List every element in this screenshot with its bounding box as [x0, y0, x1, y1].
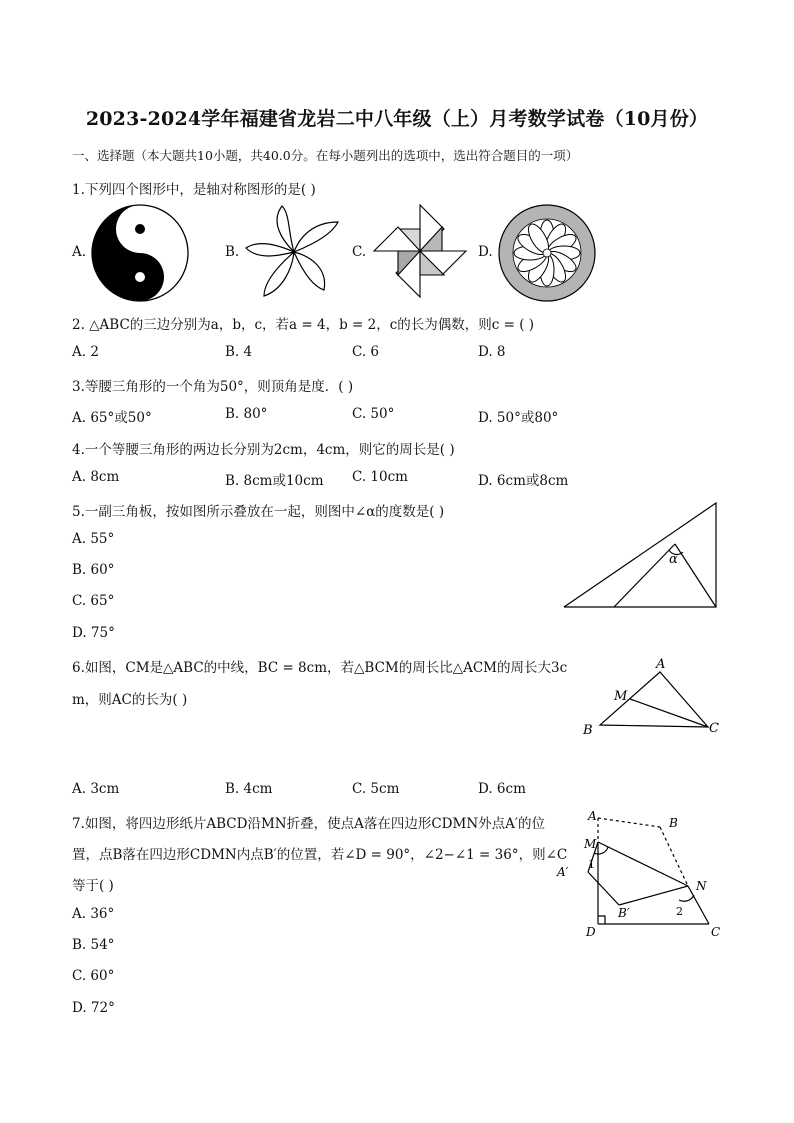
question-3-stem: 3.等腰三角形的一个角为50°，则顶角是度．( ): [72, 379, 354, 395]
q7-option-c: C. 60°: [72, 968, 115, 984]
vertex-c-label: C: [709, 721, 719, 736]
point-n-label: N: [696, 879, 707, 893]
vertex-a-label: A: [656, 657, 666, 672]
q3-option-b: B. 80°: [225, 406, 268, 422]
q5-option-b: B. 60°: [72, 562, 115, 578]
q1-option-c-label: C.: [352, 244, 367, 260]
exam-title: 2023-2024学年福建省龙岩二中八年级（上）月考数学试卷（10月份）: [85, 108, 709, 130]
question-2-stem: 2. △ABC的三边分别为a，b，c，若a = 4，b = 2，c的长为偶数，则c = ( ): [72, 317, 535, 333]
pinwheel-figure: [370, 203, 470, 301]
point-m-label: M: [584, 837, 597, 851]
question-7-stem-line-1: 7.如图，将四边形纸片ABCD沿MN折叠，使点A落在四边形CDMN外点A′的位: [72, 816, 545, 832]
q1-option-b-label: B.: [225, 244, 240, 260]
question-6-stem-line-1: 6.如图，CM是△ABC的中线，BC = 8cm，若△BCM的周长比△ACM的周长大3c: [72, 660, 568, 676]
triangle-set-figure: [560, 500, 724, 612]
alpha-label: α: [669, 552, 678, 567]
q1-option-d-label: D.: [478, 244, 493, 260]
point-d-label: D: [586, 925, 596, 939]
q4-option-a: A. 8cm: [72, 469, 120, 485]
q2-option-b: B. 4: [225, 344, 253, 360]
question-5-stem: 5.一副三角板，按如图所示叠放在一起，则图中∠α的度数是( ): [72, 504, 445, 520]
q3-option-d: D. 50°或80°: [478, 410, 559, 426]
q6-option-b: B. 4cm: [225, 781, 273, 797]
section-heading: 一、选择题（本大题共10小题，共40.0分。在每小题列出的选项中，选出符合题目的一项）: [72, 148, 579, 163]
q3-option-c: C. 50°: [352, 406, 395, 422]
question-7-stem-line-2: 置，点B落在四边形CDMN内点B′的位置，若∠D = 90°，∠2−∠1 = 36°，则∠C: [72, 847, 568, 863]
yin-yang-figure: [88, 203, 192, 303]
point-m-label: M: [614, 689, 628, 704]
point-a-prime-label: A′: [557, 865, 569, 879]
q6-option-c: C. 5cm: [352, 781, 400, 797]
q2-option-c: C. 6: [352, 344, 380, 360]
point-c-label: C: [711, 925, 721, 939]
question-1-stem: 1.下列四个图形中，是轴对称图形的是( ): [72, 182, 316, 198]
q3-option-a: A. 65°或50°: [72, 410, 152, 426]
q2-option-d: D. 8: [478, 344, 506, 360]
q7-option-a: A. 36°: [72, 906, 115, 922]
q6-option-a: A. 3cm: [72, 781, 120, 797]
triangle-abc-median-figure: [578, 652, 726, 744]
five-petal-figure: [242, 200, 346, 304]
angle-2-label: 2: [676, 905, 683, 918]
q5-option-c: C. 65°: [72, 593, 115, 609]
angle-1-label: 1: [588, 858, 595, 871]
q7-option-d: D. 72°: [72, 1000, 115, 1016]
q5-option-d: D. 75°: [72, 625, 115, 641]
point-a-label: A: [588, 809, 597, 823]
q7-option-b: B. 54°: [72, 937, 115, 953]
q4-option-b: B. 8cm或10cm: [225, 473, 324, 489]
q5-option-a: A. 55°: [72, 531, 115, 547]
point-b-prime-label: B′: [618, 906, 630, 920]
flower-figure: [496, 203, 598, 303]
q4-option-d: D. 6cm或8cm: [478, 473, 569, 489]
q6-option-d: D. 6cm: [478, 781, 526, 797]
question-6-stem-line-2: m，则AC的长为( ): [72, 692, 188, 708]
q4-option-c: C. 10cm: [352, 469, 408, 485]
vertex-b-label: B: [583, 723, 593, 738]
q2-option-a: A. 2: [72, 344, 99, 360]
folded-quadrilateral-figure: [552, 806, 732, 942]
question-4-stem: 4.一个等腰三角形的两边长分别为2cm，4cm，则它的周长是( ): [72, 442, 455, 458]
q1-option-a-label: A.: [72, 244, 87, 260]
point-b-label: B: [669, 816, 678, 830]
question-7-stem-line-3: 等于( ): [72, 878, 114, 894]
